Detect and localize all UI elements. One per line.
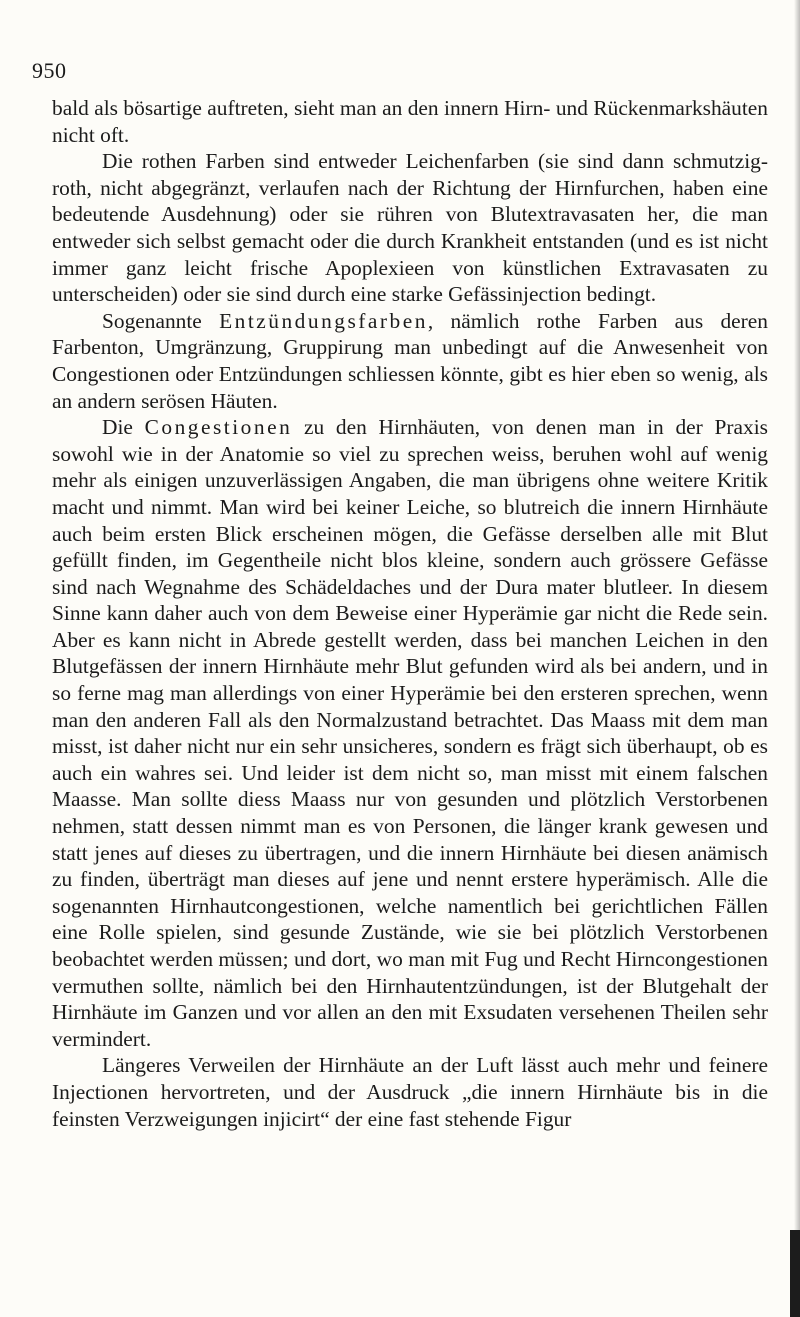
page-number: 950 bbox=[32, 58, 67, 83]
paragraph-3-text: , nämlich rothe Farben aus deren Farbenton, Umgränzung, Gruppirung man unbedingt auf die Anwesenheit von Congestionen oder Entzündungen schliessen könnte, gibt es hier eben so wenig, als an andern serösen Häuten. bbox=[52, 308, 768, 413]
paragraph-4-lead: Die bbox=[102, 415, 145, 440]
paragraph-4-text: zu den Hirnhäuten, von denen man in der Praxis sowohl wie in der Anatomie so viel zu sprechen weiss, beruhen wohl auf wenig mehr als einigen unzuverlässigen Angaben, die man übrigens ohne weitere Kritik macht und nimmt. Man wird bei keiner Leiche, so blutreich die innern Hirnhäute auch beim ersten Blick erscheinen mögen, die Gefässe derselben alle mit Blut gefüllt finden, im Gegentheile nicht blos kleine, sondern auch grössere Gefässe sind nach Wegnahme des Schädeldaches und der Dura mater blutleer. In diesem Sinne kann daher auch von dem Beweise einer Hyperämie gar nicht die Rede sein. Aber es kann nicht in Abrede gestellt werden, dass bei manchen Leichen in den Blutgefässen der innern Hirnhäute mehr Blut gefunden wird als bei andern, und in so ferne mag man allerdings von einer Hyperämie bei den ersteren sprechen, wenn man den anderen Fall als den Normalzustand betrachtet. Das Maass mit dem man misst, ist daher nicht nur ein sehr unsicheres, sondern es frägt sich überhaupt, ob es auch ein wahres sei. Und leider ist dem nicht so, man misst mit einem falschen Maasse. Man sollte diess Maass nur von gesunden und plötzlich Verstorbenen nehmen, statt dessen nimmt man es von Personen, die länger krank gewesen und statt jenes auf dieses zu übertragen, und die innern Hirnhäute bei diesen anämisch zu finden, überträgt man dieses auf jene und nennt erstere hyperämisch. Alle die sogenannten Hirnhautcongestionen, welche namentlich bei gerichtlichen Fällen eine Rolle spielen, sind gesunde Zustände, wie sie bei plötzlich Verstorbenen beobachtet werden müssen; und dort, wo man mit Fug und Recht Hirncongestionen vermuthen sollte, nämlich bei den Hirnhautentzündungen, ist der Blutgehalt der Hirnhäute im Ganzen und vor allen an den mit Exsudaten versehenen Theilen sehr vermindert. bbox=[52, 415, 768, 1051]
paragraph-4 bbox=[52, 414, 768, 1052]
paragraph-3-lead: Sogenannte bbox=[102, 308, 220, 333]
body-text bbox=[52, 95, 768, 1132]
page-edge-shadow bbox=[794, 0, 800, 1317]
paragraph-5: Längeres Verweilen der Hirnhäute an der Luft lässt auch mehr und feinere Injectionen hervortreten, und der Ausdruck „die innern Hirnhäute bis in die feinsten Verzweigungen injicirt“ der eine fast stehende Figur bbox=[52, 1053, 768, 1131]
spaced-term-congestionen: Congestionen bbox=[144, 415, 293, 440]
paragraph-1: bald als bösartige auftreten, sieht man an den innern Hirn- und Rückenmarkshäuten nicht oft. bbox=[52, 96, 768, 147]
paragraph-2: Die rothen Farben sind entweder Leichenfarben (sie sind dann schmutzig-roth, nicht abgegränzt, verlaufen nach der Richtung der Hirnfurchen, haben eine bedeutende Ausdehnung) oder sie rühren von Blutextravasaten her, die man entweder sich selbst gemacht oder die durch Krankheit entstanden (und es ist nicht immer ganz leicht frische Apoplexieen von künstlichen Extravasaten zu unterscheiden) oder sie sind durch eine starke Gefässinjection bedingt. bbox=[52, 149, 768, 307]
paragraph-3 bbox=[52, 308, 768, 414]
spaced-term-entzuendungsfarben: Entzündungsfarben bbox=[219, 308, 428, 333]
page-edge-mark bbox=[790, 1230, 800, 1317]
